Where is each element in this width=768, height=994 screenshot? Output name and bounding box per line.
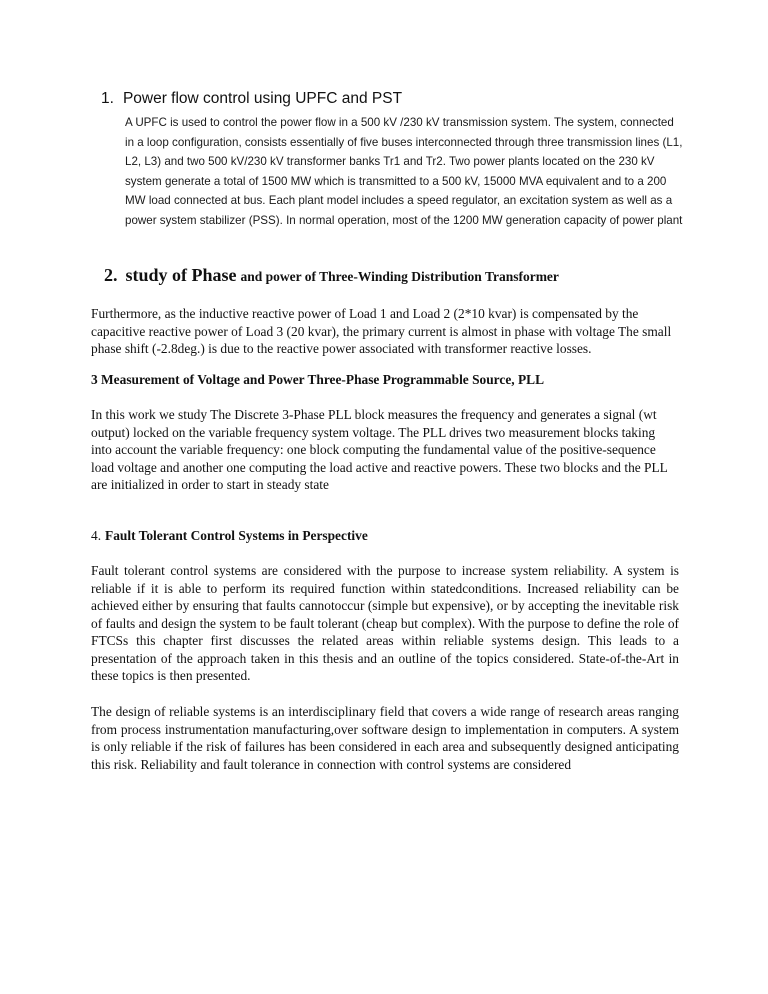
section-3-heading: 3 Measurement of Voltage and Power Three-Phase Programmable Source, PLL [91,372,545,387]
section-1-title: Power flow control using UPFC and PST [122,90,403,107]
section-4-paragraph-2: The design of reliable systems is an interdisciplinary field that covers a wide range of research areas ranging from process instrumentation manufacturing,over software design to implementation in computers. A system is only reliable if the risk of failures has been considered in each area and subsequently designed anticipating this risk. Reliability and fault tolerance in connection with control systems are considered [91,704,679,772]
section-2-title-main: study of Phase [125,265,237,285]
section-1-number: 1. [101,90,114,107]
section-1-heading [101,90,402,108]
section-4-heading [91,528,368,544]
section-3-body: In this work we study The Discrete 3-Phase PLL block measures the frequency and generates a signal (wt output) locked on the variable frequency system voltage. The PLL drives two measurement blocks taking into account the variable frequency: one block computing the fundamental value of the positive-sequence load voltage and another one computing the load active and reactive powers. These two blocks and the PLL are initialized in order to start in steady state [91,407,668,492]
section-1-body: A UPFC is used to control the power flow in a 500 kV /230 kV transmission system. The system, connected in a loop configuration, consists essentially of five buses interconnected through three transmission lines (L1, L2, L3) and two 500 kV/230 kV transformer banks Tr1 and Tr2. Two power plants located on the 230 kV system generate a total of 1500 MW which is transmitted to a 500 kV, 15000 MVA equivalent and to a 200 MW load connected at bus. Each plant model includes a speed regulator, an excitation system as well as a power system stabilizer (PSS). In normal operation, most of the 1200 MW generation capacity of power plant [125,116,683,227]
section-4-title: Fault Tolerant Control Systems in Perspective [105,528,368,543]
section-2-body: Furthermore, as the inductive reactive power of Load 1 and Load 2 (2*10 kvar) is compensated by the capacitive reactive power of Load 3 (20 kvar), the primary current is almost in phase with voltage The small phase shift (-2.8deg.) is due to the reactive power associated with transformer reactive losses. [91,306,672,356]
section-2-title-sub: and power of Three-Winding Distribution Transformer [240,269,559,284]
section-2-heading [104,265,559,286]
section-4-paragraph-1: Fault tolerant control systems are considered with the purpose to increase system reliability. A system is reliable if it is able to perform its required function within statedconditions. Increased reliability can be achieved either by ensuring that faults cannotoccur (simple but expensive), or by accepting the inevitable risk of faults and design the system to be fault tolerant (cheap but complex). With the purpose to define the role of FTCSs this chapter first discusses the related areas within reliable systems design. This leads to a presentation of the approach taken in this thesis and an outline of the topics considered. State-of-the-Art in these topics is then presented. [91,563,679,683]
section-2-number: 2. [104,265,118,285]
section-4-number: 4. [91,528,102,543]
